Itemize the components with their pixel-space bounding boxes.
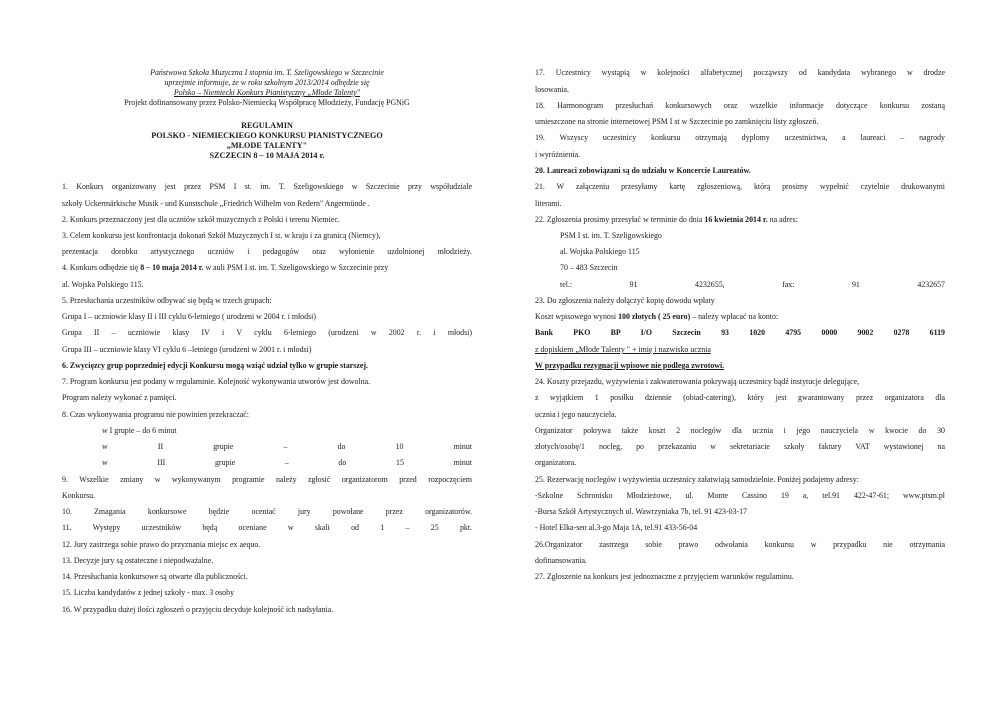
fee-text-post: – należy wpłacać na konto: xyxy=(690,312,779,321)
rule-6: 6. Zwycięzcy grup poprzedniej edycji Konkursu mogą wziąć udział tylko w grupie starszej. xyxy=(62,361,368,370)
transfer-note: z dopiskiem „Młode Talenty " + imię i nazwisko ucznia xyxy=(535,345,711,354)
rule-22-text-post: na adres: xyxy=(767,215,798,224)
rule-4-text-pre: 4. Konkurs odbędzie się xyxy=(62,263,141,272)
organizer-line-2: złotych/osobę/1 nocleg, po przekazaniu w sekretariacie szkoły faktury VAT wystawionej na xyxy=(535,442,945,451)
rule-8: 8. Czas wykonywania programu nie powinien przekraczać: xyxy=(62,410,249,419)
rule-21-line-1: 21. W załączeniu przesyłamy kartę zgłoszeniową, którą prosimy wypełnić czytelnie drukowanymi xyxy=(535,182,945,191)
rule-2: 2. Konkurs przeznaczony jest dla uczniów szkół muzycznych z Polski i terenu Niemiec. xyxy=(62,215,340,224)
rule-5: 5. Przesłuchania uczestników odbywać się będą w trzech grupach: xyxy=(62,296,272,305)
title-line-2: POLSKO - NIEMIECKIEGO KONKURSU PIANISTYCZNEGO xyxy=(151,131,383,140)
organizer-line-1: Organizator pokrywa także koszt 2 noclegów dla ucznia i jego nauczyciela w kwocie do 30 xyxy=(535,426,945,435)
rule-22-deadline: 16 kwietnia 2014 r. xyxy=(704,215,768,224)
rule-25: 25. Rezerwację noclegów i wyżywienia uczestnicy załatwiają samodzielnie. Poniżej podajemy adresy: xyxy=(535,475,859,484)
organizer-line-3: organizatora. xyxy=(535,458,577,467)
rule-24-line-3: ucznia i jego nauczyciela. xyxy=(535,410,617,419)
rule-21-line-2: literami. xyxy=(535,199,562,208)
rule-20: 20. Laureaci zobowiązani są do udziału w Koncercie Laureatów. xyxy=(535,166,751,175)
rule-27: 27. Zgłoszenie na konkurs jest jednoznaczne z przyjęciem warunków regulaminu. xyxy=(535,572,794,581)
header-line-4: Projekt dofinansowany przez Polsko-Niemiecką Współpracę Młodzieży, Fundację PGNiG xyxy=(124,98,410,107)
fee-text-pre: Koszt wpisowego wynosi xyxy=(535,312,619,321)
title-line-1: REGULAMIN xyxy=(241,121,293,130)
rule-9-line-2: Konkursu. xyxy=(62,491,96,500)
rule-26-line-1: 26.Organizator zastrzega sobie prawo odwołania konkursu w przypadku nie otrzymania xyxy=(535,540,945,549)
rule-17-line-2: losowania. xyxy=(535,85,569,94)
rule-11: 11. Występy uczestników będą oceniane w skali od 1 – 25 pkt. xyxy=(62,523,472,532)
rule-10: 10. Zmagania konkursowe będzie oceniać jury powołane przez organizatorów. xyxy=(62,507,472,516)
rule-7-line-1: 7. Program konkursu jest podany w regulaminie. Kolejność wykonywania utworów jest dowolna. xyxy=(62,377,371,386)
rule-3-line-1: 3. Celem konkursu jest konfrontacja dokonań Szkół Muzycznych I st. w kraju i za granicą (Niemcy), xyxy=(62,231,381,240)
header-line-2: uprzejmie informuje, że w roku szkolnym 2013/2014 odbędzie się xyxy=(164,78,370,87)
rule-12: 12. Jury zastrzega sobie prawo do przyznania miejsc ex aequo. xyxy=(62,540,261,549)
hostel-1: -Szkolne Schronisko Młodzieżowe, ul. Monte Cassino 19 a, tel.91 422-47-61; www.ptsm.pl xyxy=(535,491,945,500)
rule-22-text-pre: 22. Zgłoszenia prosimy przesyłać w terminie do dnia xyxy=(535,215,705,224)
rule-18-line-2: umieszczone na stronie internetowej PSM I st w Szczecinie po zamknięciu listy zgłoszeń. xyxy=(535,117,819,126)
time-group-1: w I grupie – do 6 minut xyxy=(102,426,177,435)
rule-15: 15. Liczba kandydatów z jednej szkoły - max. 3 osoby xyxy=(62,588,235,597)
rule-24-line-1: 24. Koszty przejazdu, wyżywienia i zakwaterowania pokrywają uczestnicy bądź instytucje delegujące, xyxy=(535,377,860,386)
hostel-2: -Bursa Szkół Artystycznych ul. Wawrzyniaka 7b, tel. 91 423-03-17 xyxy=(535,507,748,516)
rule-22 xyxy=(535,215,945,225)
rule-4-date: 8 – 10 maja 2014 r. xyxy=(140,263,204,272)
title-line-3: „MŁODE TALENTY" xyxy=(226,141,308,150)
rule-4-line-2: al. Wojska Polskiego 115. xyxy=(62,280,144,289)
rule-24-line-2: z wyjątkiem 1 posiłku dziennie (obiad-catering), który jest gwarantowany przez organizatora dla xyxy=(535,393,945,402)
fee-amount: 100 złotych ( 25 euro) xyxy=(618,312,691,321)
rule-19-line-2: i wyróżnienia. xyxy=(535,150,581,159)
address-line-3: 70 – 483 Szczecin xyxy=(560,263,618,272)
rule-17-line-1: 17. Uczestnicy wystąpią w kolejności alfabetycznej począwszy od kandydata wybranego w drodze xyxy=(535,68,945,77)
bank-account: Bank PKO BP I/O Szczecin 93 1020 4795 0000 9002 0278 6119 xyxy=(535,328,945,337)
title-line-4: SZCZECIN 8 – 10 MAJA 2014 r. xyxy=(209,151,325,160)
rule-4-text-post: w auli PSM I st. im. T. Szeligowskiego w Szczecinie przy xyxy=(203,263,389,272)
hostel-3: - Hotel Elka-sen al.3-go Maja 1A, tel.91 433-56-04 xyxy=(535,523,698,532)
rule-14: 14. Przesłuchania konkursowe są otwarte dla publiczności. xyxy=(62,572,248,581)
rule-7-line-2: Program należy wykonać z pamięci. xyxy=(62,393,177,402)
rule-1-line-2: szkoły Uckermärkische Musik - und Kunstschule „Friedrich Wilhelm von Redern" Angermünde . xyxy=(62,199,370,208)
fee-line xyxy=(535,312,945,322)
rule-4-line-1 xyxy=(62,263,472,273)
rule-16: 16. W przypadku dużej ilości zgłoszeń o przyjęciu decyduje kolejność ich nadsyłania. xyxy=(62,605,334,614)
group-1: Grupa I – uczniowie klasy II i III cyklu 6-letniego ( urodzeni w 2004 r. i młodsi) xyxy=(62,312,316,321)
group-2: Grupa II – uczniowie klasy IV i V cyklu 6-letniego (urodzeni w 2002 r. i młodsi) xyxy=(62,328,472,337)
address-line-4: tel.: 91 4232655, fax: 91 4232657 xyxy=(560,280,945,289)
header-line-3: Polsko – Niemiecki Konkurs Pianistyczny „Młode Talenty" xyxy=(173,88,361,97)
rule-26-line-2: dofinansowania. xyxy=(535,556,587,565)
header-line-1: Państwowa Szkoła Muzyczna I stopnia im. T. Szeligowskiego w Szczecinie xyxy=(150,68,384,77)
rule-9-line-1: 9. Wszelkie zmiany w wykonywanym programie należy zgłosić organizatorom przed rozpoczęciem xyxy=(62,475,472,484)
rule-18-line-1: 18. Harmonogram przesłuchań konkursowych oraz wszelkie informacje dotyczące konkursu zostaną xyxy=(535,101,945,110)
rule-3-line-2: prezentacja dorobku artystycznego uczniów i pedagogów oraz wyłonienie uzdolnionej młodzieży. xyxy=(62,247,472,256)
address-line-1: PSM I st. im. T. Szeligowskiego xyxy=(560,231,662,240)
resignation-note: W przypadku rezygnacji wpisowe nie podlega zwrotowi. xyxy=(535,361,725,370)
time-group-3: w III grupie – do 15 minut xyxy=(102,458,472,467)
rule-13: 13. Decyzje jury są ostateczne i niepodważalne. xyxy=(62,556,214,565)
rule-19-line-1: 19. Wszyscy uczestnicy konkursu otrzymają dyplomy uczestnictwa, a laureaci – nagrody xyxy=(535,133,945,142)
rule-23: 23. Do zgłoszenia należy dołączyć kopię dowodu wpłaty xyxy=(535,296,715,305)
rule-1-line-1: 1. Konkurs organizowany jest przez PSM I st. im. T. Szeligowskiego w Szczecinie przy współudziale xyxy=(62,182,472,191)
time-group-2: w II grupie – do 10 minut xyxy=(102,442,472,451)
address-line-2: al. Wojska Polskiego 115 xyxy=(560,247,640,256)
group-3: Grupa III – uczniowie klasy VI cyklu 6 –letniego (urodzeni w 2001 r. i młodsi) xyxy=(62,345,312,354)
